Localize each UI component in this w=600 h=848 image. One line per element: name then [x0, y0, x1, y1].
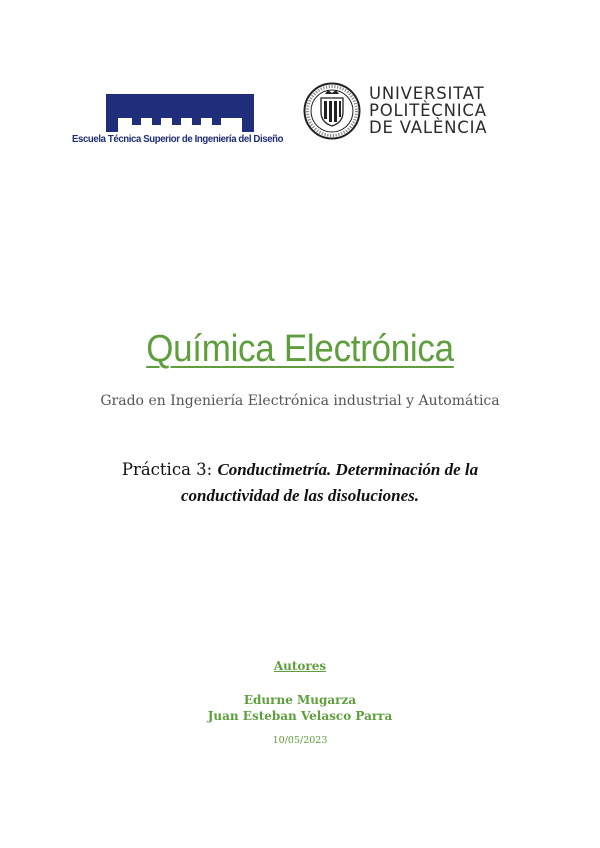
authors-heading: Autores	[273, 659, 327, 673]
university-name-line-2: POLITÈCNICA	[369, 101, 487, 120]
author-name: Juan Esteban Velasco Parra	[207, 709, 393, 723]
university-logo	[303, 82, 493, 140]
university-seal-icon	[303, 82, 361, 140]
author-name: Edurne Mugarza	[243, 693, 357, 707]
university-name	[369, 85, 487, 136]
school-logo	[72, 94, 286, 150]
university-name-line-3: DE VALÈNCIA	[369, 118, 488, 137]
school-logo-text: Escuela Técnica Superior de Ingeniería del Diseño	[72, 134, 284, 145]
practice-label: Práctica 3:	[121, 460, 218, 479]
document-subtitle: Grado en Ingeniería Electrónica industrial y Automática	[100, 393, 500, 409]
university-name-line-1: UNIVERSITAT	[369, 84, 485, 103]
practice-heading	[90, 457, 510, 509]
document-date: 10/05/2023	[272, 735, 328, 746]
practice-topic: Conductimetría. Determinación de la conductividad de las disoluciones.	[181, 460, 479, 505]
school-logo-mark	[106, 94, 254, 132]
document-title: Química Electrónica	[146, 328, 454, 370]
